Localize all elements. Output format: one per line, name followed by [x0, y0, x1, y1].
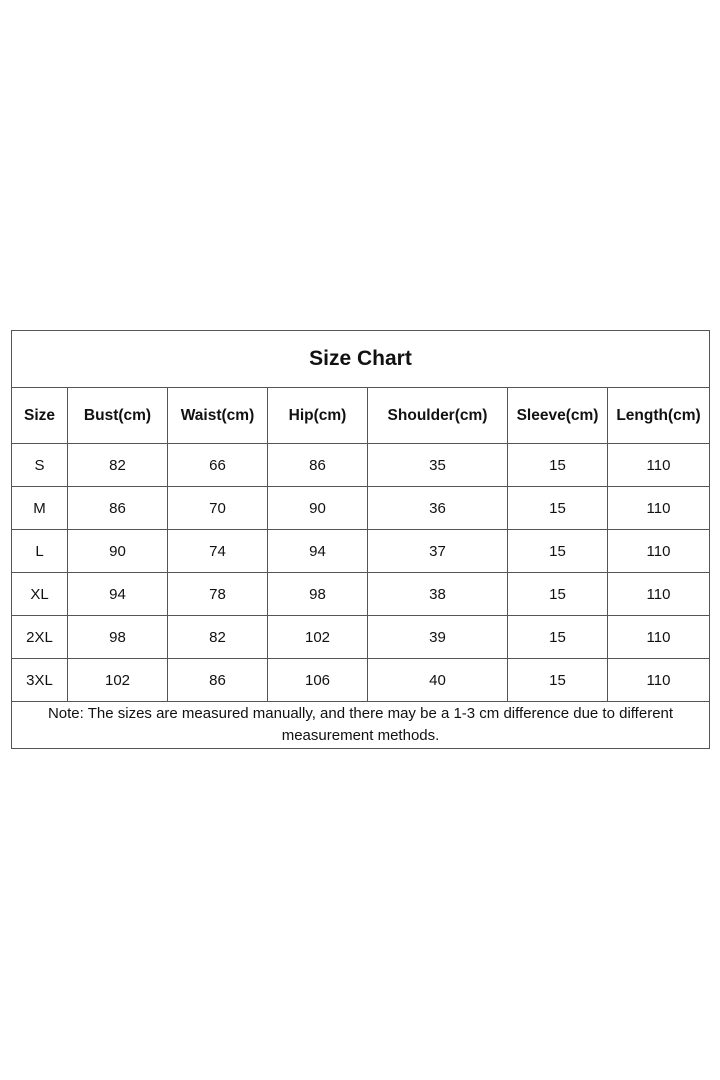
shoulder-cell: 40	[368, 659, 508, 702]
column-header-bust: Bust(cm)	[68, 388, 168, 444]
header-row	[12, 388, 710, 444]
column-header-shoulder: Shoulder(cm)	[368, 388, 508, 444]
table-row	[12, 616, 710, 659]
column-header-waist: Waist(cm)	[168, 388, 268, 444]
length-cell: 110	[608, 530, 710, 573]
length-cell: 110	[608, 487, 710, 530]
column-header-sleeve: Sleeve(cm)	[508, 388, 608, 444]
shoulder-cell: 39	[368, 616, 508, 659]
size-cell: XL	[12, 573, 68, 616]
waist-cell: 70	[168, 487, 268, 530]
measurement-note: Note: The sizes are measured manually, and there may be a 1-3 cm difference due to different measurement methods.	[12, 702, 710, 749]
length-cell: 110	[608, 444, 710, 487]
bust-cell: 86	[68, 487, 168, 530]
bust-cell: 102	[68, 659, 168, 702]
bust-cell: 82	[68, 444, 168, 487]
column-header-hip: Hip(cm)	[268, 388, 368, 444]
size-cell: L	[12, 530, 68, 573]
chart-title: Size Chart	[12, 331, 710, 388]
waist-cell: 82	[168, 616, 268, 659]
length-cell: 110	[608, 573, 710, 616]
waist-cell: 74	[168, 530, 268, 573]
sleeve-cell: 15	[508, 530, 608, 573]
table-row	[12, 659, 710, 702]
size-table	[11, 330, 710, 749]
table-row	[12, 444, 710, 487]
hip-cell: 98	[268, 573, 368, 616]
size-cell: S	[12, 444, 68, 487]
waist-cell: 86	[168, 659, 268, 702]
sleeve-cell: 15	[508, 659, 608, 702]
title-row	[12, 331, 710, 388]
table-row	[12, 487, 710, 530]
note-row	[12, 702, 710, 749]
hip-cell: 94	[268, 530, 368, 573]
length-cell: 110	[608, 659, 710, 702]
waist-cell: 78	[168, 573, 268, 616]
column-header-size: Size	[12, 388, 68, 444]
hip-cell: 106	[268, 659, 368, 702]
waist-cell: 66	[168, 444, 268, 487]
sleeve-cell: 15	[508, 444, 608, 487]
sleeve-cell: 15	[508, 573, 608, 616]
bust-cell: 98	[68, 616, 168, 659]
hip-cell: 102	[268, 616, 368, 659]
table-row	[12, 573, 710, 616]
size-cell: M	[12, 487, 68, 530]
length-cell: 110	[608, 616, 710, 659]
column-header-length: Length(cm)	[608, 388, 710, 444]
shoulder-cell: 35	[368, 444, 508, 487]
size-cell: 3XL	[12, 659, 68, 702]
hip-cell: 90	[268, 487, 368, 530]
bust-cell: 94	[68, 573, 168, 616]
bust-cell: 90	[68, 530, 168, 573]
table-row	[12, 530, 710, 573]
size-cell: 2XL	[12, 616, 68, 659]
shoulder-cell: 36	[368, 487, 508, 530]
shoulder-cell: 37	[368, 530, 508, 573]
sleeve-cell: 15	[508, 487, 608, 530]
sleeve-cell: 15	[508, 616, 608, 659]
size-chart	[11, 330, 709, 749]
hip-cell: 86	[268, 444, 368, 487]
shoulder-cell: 38	[368, 573, 508, 616]
